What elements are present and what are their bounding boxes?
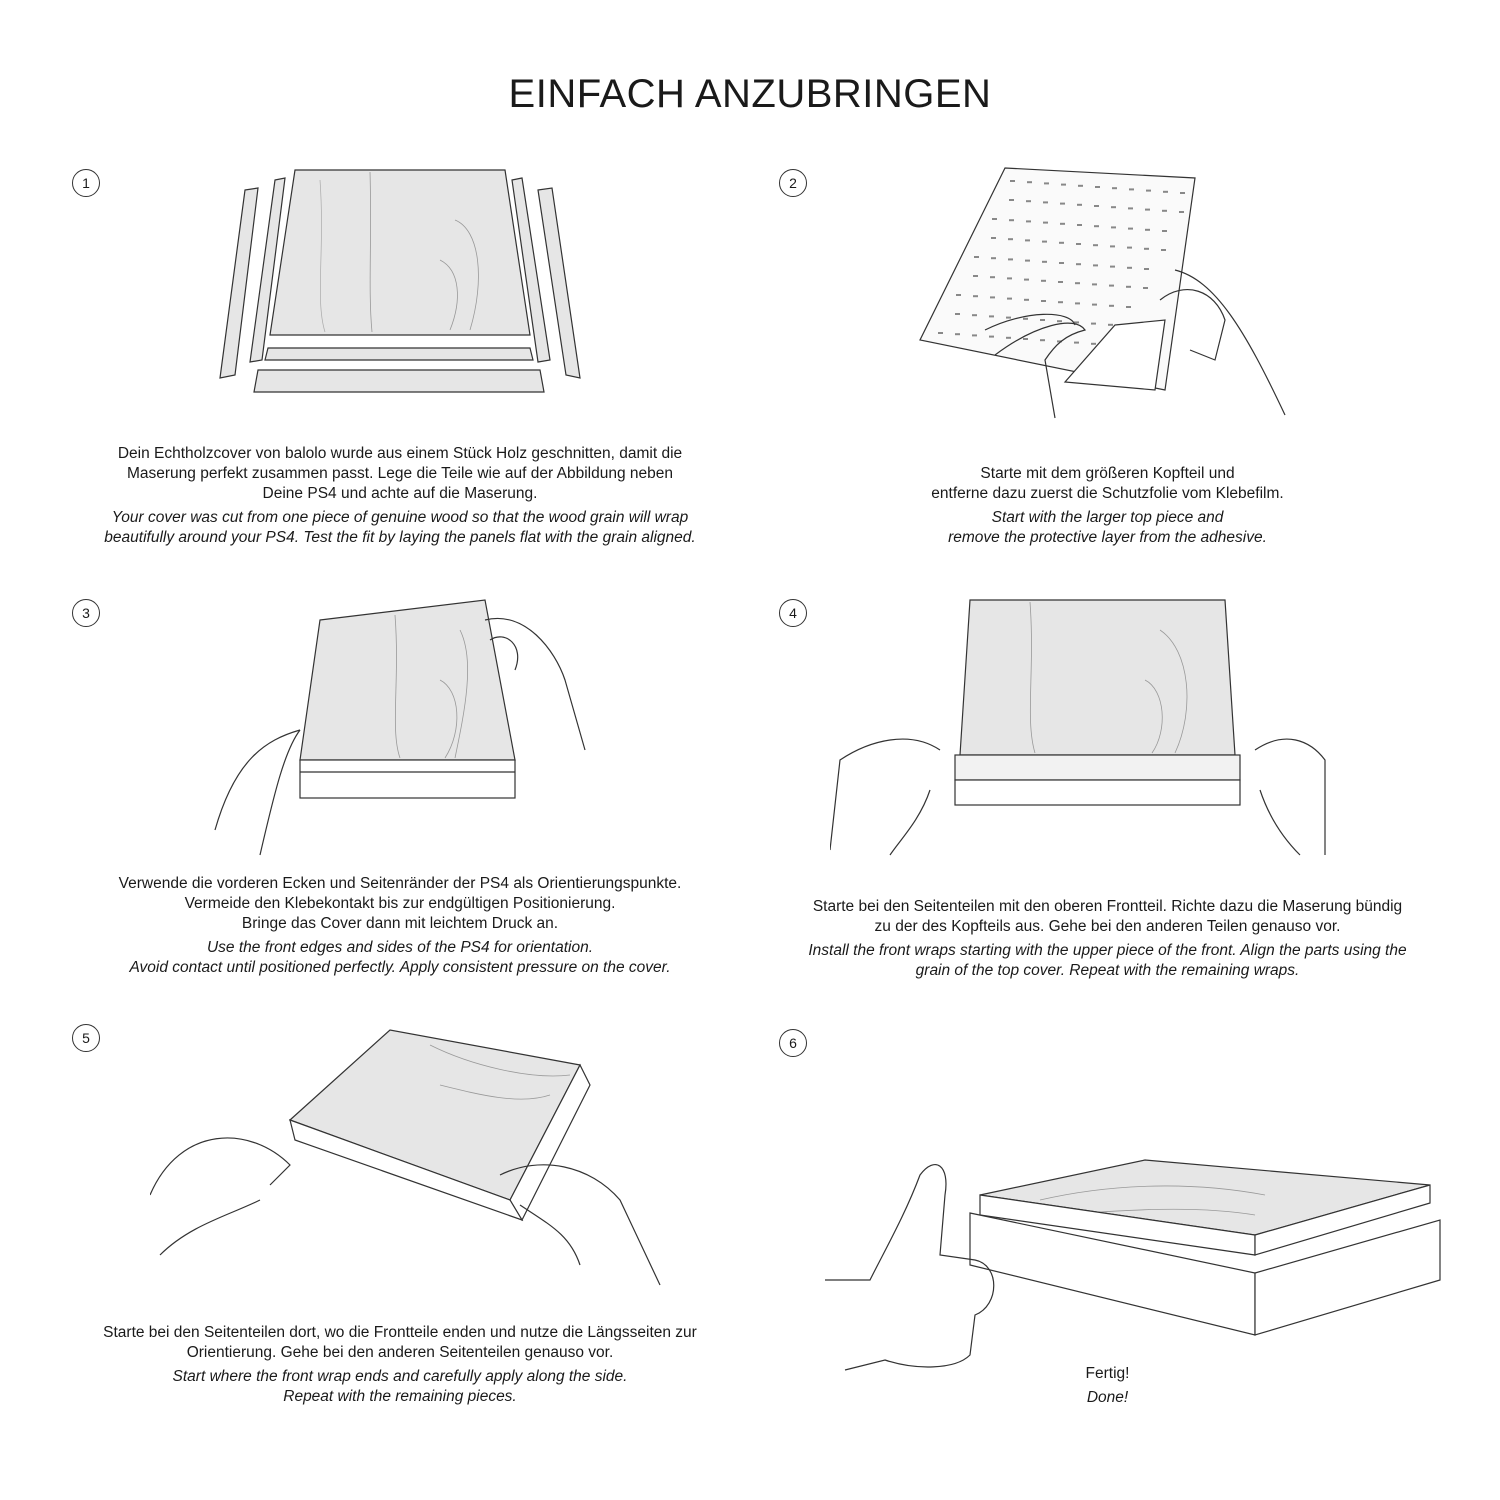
step-number-2: 2 (779, 169, 807, 197)
illustration-peeling-adhesive (915, 160, 1315, 425)
step-3-text-de: Verwende die vorderen Ecken und Seitenränder der PS4 als Orientierungspunkte. Vermeide den Klebekontakt bis zur endgültigen Positionierung. Bringe das Cover dann mit leichtem Druck an. (118, 875, 682, 932)
illustration-front-wrap (830, 590, 1330, 865)
step-2-text-en: Start with the larger top piece and remove the protective layer from the adhesive. (948, 509, 1267, 546)
step-number-6: 6 (779, 1029, 807, 1057)
step-5-caption (45, 1323, 755, 1407)
illustration-finished-thumbs-up (825, 1155, 1465, 1385)
step-2-text-de: Starte mit dem größeren Kopfteil und entferne dazu zuerst die Schutzfolie vom Klebefilm. (931, 465, 1284, 502)
step-1-caption (50, 444, 750, 548)
step-number-3: 3 (72, 599, 100, 627)
illustration-side-wrap (150, 1025, 670, 1305)
step-number-4: 4 (779, 599, 807, 627)
page-title: EINFACH ANZUBRINGEN (508, 72, 992, 116)
step-5-text-en: Start where the front wrap ends and carefully apply along the side. Repeat with the remaining pieces. (172, 1368, 628, 1405)
step-number-5: 5 (72, 1024, 100, 1052)
step-1-text-de: Dein Echtholzcover von balolo wurde aus einem Stück Holz geschnitten, damit die Maserung perfekt zusammen passt. Lege die Teile wie auf der Abbildung neben Deine PS4 und achte auf die Maserung. (117, 445, 683, 502)
step-2-caption (775, 464, 1440, 548)
step-4-caption (760, 897, 1455, 981)
step-6-text-de: Fertig! (1085, 1365, 1130, 1382)
step-6-caption (1030, 1364, 1185, 1408)
step-5-text-de: Starte bei den Seitenteilen dort, wo die Frontteile enden und nutze die Längsseiten zur Orientierung. Gehe bei den anderen Seitenteilen genauso vor. (103, 1324, 697, 1361)
step-6-text-en: Done! (1086, 1389, 1129, 1406)
step-number-1: 1 (72, 169, 100, 197)
illustration-placing-top-cover (205, 590, 595, 860)
step-3-caption (50, 874, 750, 978)
step-1-text-en: Your cover was cut from one piece of genuine wood so that the wood grain will wrap beautifully around your PS4. Test the fit by laying the panels flat with the grain aligned. (104, 509, 696, 546)
step-3-text-en: Use the front edges and sides of the PS4 for orientation. Avoid contact until positioned perfectly. Apply consistent pressure on the cover. (129, 939, 671, 976)
step-4-text-de: Starte bei den Seitenteilen mit den oberen Frontteil. Richte dazu die Maserung bündig zu der des Kopfteils aus. Gehe bei den anderen Teilen genauso vor. (812, 898, 1403, 935)
step-4-text-en: Install the front wraps starting with the upper piece of the front. Align the parts using the grain of the top cover. Repeat with the remaining wraps. (808, 942, 1407, 979)
illustration-panels-laid-out (200, 160, 600, 400)
